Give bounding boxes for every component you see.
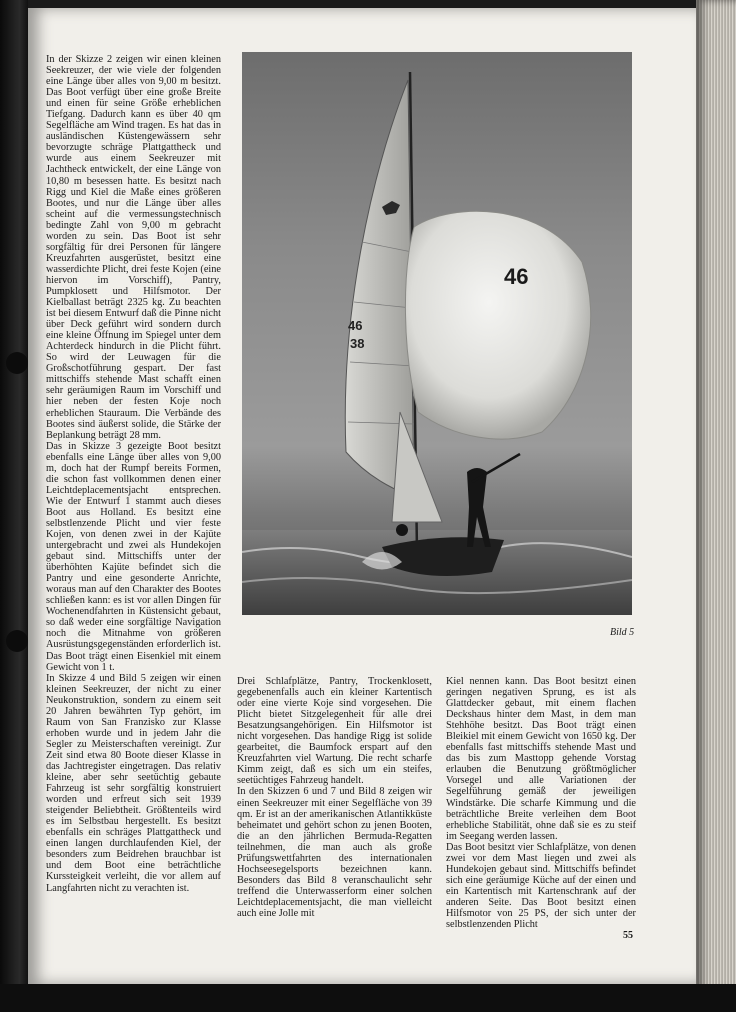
article-column-3 bbox=[446, 676, 636, 930]
article-column-1 bbox=[46, 54, 221, 894]
paragraph: Das in Skizze 3 gezeigte Boot besitzt ebenfalls eine Länge über alles von 9,00 m, doch hat der Rumpf bereits Formen, die schon fast vollkommen denen einer Leichtdeplacementsjacht entsprechen. Wie der Entwurf 1 stammt auch dieses Boot aus Holland. Es besitzt eine selbstlenzende Plicht und vier feste Kojen, von denen zwei in der Kajüte untergebracht und zwei als Hundekojen gebaut sind. Mittschiffs unter der überhöhten Kajüte befindet sich die Pantry und eine gesonderte Anrichte, woraus man auf den Charakter des Bootes schließen kann: es ist vor allen Dingen für Wochenendfahrten in Küstensicht gebaut, so daß weder eine sorgfältige Navigation noch die Mitnahme von größeren Ausrüstungsgegenständen erforderlich ist. Das Boot trägt einen Eisenkiel mit einem Gewicht von 1 t. bbox=[46, 440, 221, 673]
binding-hole-bottom bbox=[6, 630, 28, 652]
book-page-edges bbox=[696, 0, 736, 990]
book-binding bbox=[0, 0, 28, 1012]
spinnaker-pole bbox=[472, 454, 520, 482]
spinnaker-number: 46 bbox=[504, 264, 529, 289]
article-column-2 bbox=[237, 676, 432, 919]
paragraph: In der Skizze 2 zeigen wir einen kleinen Seekreuzer, der wie viele der folgenden eine Länge über alles von 9,00 m besitzt. Das Boot verfügt über eine große Breite und einen für seine Größe erheblichen Tiefgang. Dadurch kann es über 40 qm Segelfläche am Wind tragen. Es hat das in ausländischen Küstengewässern sehr bevorzugte schräge Plattgattheck und wurde aus einem Seekreuzer mit Jachtheck entwickelt, der eine Länge von 10,80 m besessen hatte. Es besitzt nach Rigg und Kiel die Maße eines größeren Bootes, und nur die Länge über alles scheint auf die vermessungstechnisch bedingte Zahl von 9,00 m gebracht worden zu sein. Das Boot ist sehr sorgfältig für drei Personen für längere Kreuzfahrten ausgerüstet, besitzt eine wasserdichte Plicht, drei feste Kojen (eine hiervon im Vorschiff), Pantry, Pumpklosett und Hilfsmotor. Der Kielballast beträgt 2325 kg. Zu beachten ist bei diesem Entwurf daß die Pinne nicht über Deck geführt wird sondern durch eine kleine Öffnung im Spiegel unter dem Achterdeck hindurch in die Plicht führt. So wird der Leuwagen für die Großschotführung gespart. Der fast mittschiffs stehende Mast schafft einen sehr geräumigen Raum im Vorschiff und hier neben der festen Koje noch erheblichen Stauraum. Die Verbände des Bootes sind äußerst solide, die Stärke der Beplankung beträgt 28 mm. bbox=[46, 54, 221, 441]
sailboat-photo bbox=[242, 52, 632, 615]
paragraph: Das Boot besitzt vier Schlafplätze, von denen zwei vor dem Mast liegen und zwei als Hundekojen gebaut sind. Mittschiffs befindet sich eine geräumige Küche auf der einen und ein Kartentisch mit Kartenschrank auf der anderen Seite. Das Boot besitzt einen Hilfsmotor von 25 PS, der sich unter der selbstlenzenden Plicht bbox=[446, 841, 636, 931]
jib bbox=[392, 412, 442, 522]
mainsail-number-bottom: 38 bbox=[350, 336, 365, 351]
spinnaker bbox=[405, 211, 590, 439]
helmsman bbox=[396, 524, 408, 536]
sailboat-illustration bbox=[242, 52, 632, 615]
background-bottom bbox=[0, 984, 736, 1012]
paragraph: Drei Schlafplätze, Pantry, Trockenklosett, gegebenenfalls auch ein kleiner Kartentisch oder eine vierte Koje sind vorgesehen. Die Plicht bietet Sitzgelegenheit für alle drei Besatzungsangehörigen. Ein Hilfsmotor ist nicht vorgesehen. Das handige Rigg ist solide gearbeitet, die Baumfock erspart auf den Kreuzfahrten viel Wartung. Die recht scharfe Kimm zeigt, daß es sich um ein steifes, seetüchtiges Fahrzeug handelt. bbox=[237, 676, 432, 787]
photo-caption: Bild 5 bbox=[610, 627, 635, 638]
mainsail-number-top: 46 bbox=[348, 318, 363, 333]
binding-hole-top bbox=[6, 352, 28, 374]
paragraph: In den Skizzen 6 und 7 und Bild 8 zeigen wir einen Seekreuzer mit einer Segelfläche von 39 qm. Er ist an der amerikanischen Atlantikküste beheimatet und gehört schon zu jenen Booten, die an den jährlichen Bermuda-Regatten teilnehmen, die man auch als große Prüfungswettfahrten des internationalen Hochseesegelsports bezeichnen kann. Besonders das Bild 8 veranschaulicht sehr treffend die Unterwasserform einer solchen Leichtdeplacementsjacht, die man vielleicht auch eine Jolle mit bbox=[237, 786, 432, 919]
paragraph: In Skizze 4 und Bild 5 zeigen wir einen kleinen Seekreuzer, der nicht zu einer Neukonstruktion, sondern zu einem seit 20 Jahren bewährten Typ gehört, im Raum von San Franzisko zur Klasse erhoben wurde und in jedem Jahr die Segler zu Meisterschaften vereinigt. Zur Zeit sind etwa 80 Boote dieser Klasse in das Jachtregister eingetragen. Das relativ kleine, aber sehr seetüchtig gebaute Fahrzeug ist sehr sorgfältig konstruiert worden und erfreut sich seit 1939 steigender Beliebtheit. Größtenteils wird es im Selbstbau hergestellt. Es besitzt ebenfalls ein schräges Plattgattheck und einen langen durchlaufenden Kiel, der besonders zum Beidrehen brauchbar ist und dem Boot eine beträchtliche Kurssteigkeit verleiht, die vor allem auf Langfahrten nicht zu verachten ist. bbox=[46, 672, 221, 894]
page-number: 55 bbox=[623, 930, 633, 941]
paragraph: Kiel nennen kann. Das Boot besitzt einen geringen negativen Sprung, es ist als Glattdecker gebaut, mit einem flachen Deckshaus hinter dem Mast, in dem man Stehhöhe besitzt. Das Boot trägt einen Bleikiel mit einem Gewicht von 1650 kg. Der ebenfalls fast mittschiffs stehende Mast und das bis zum Masttopp gehende Vorstag erlauben die Benutzung größtmöglicher Vorsegel und alle Variationen der Segelführung gemäß der jeweiligen Windstärke. Die scharfe Kimmung und die beträchtliche Breite verleihen dem Boot erhebliche Stabilität, ohne daß sie es zu steif im Seegang werden lassen. bbox=[446, 676, 636, 842]
